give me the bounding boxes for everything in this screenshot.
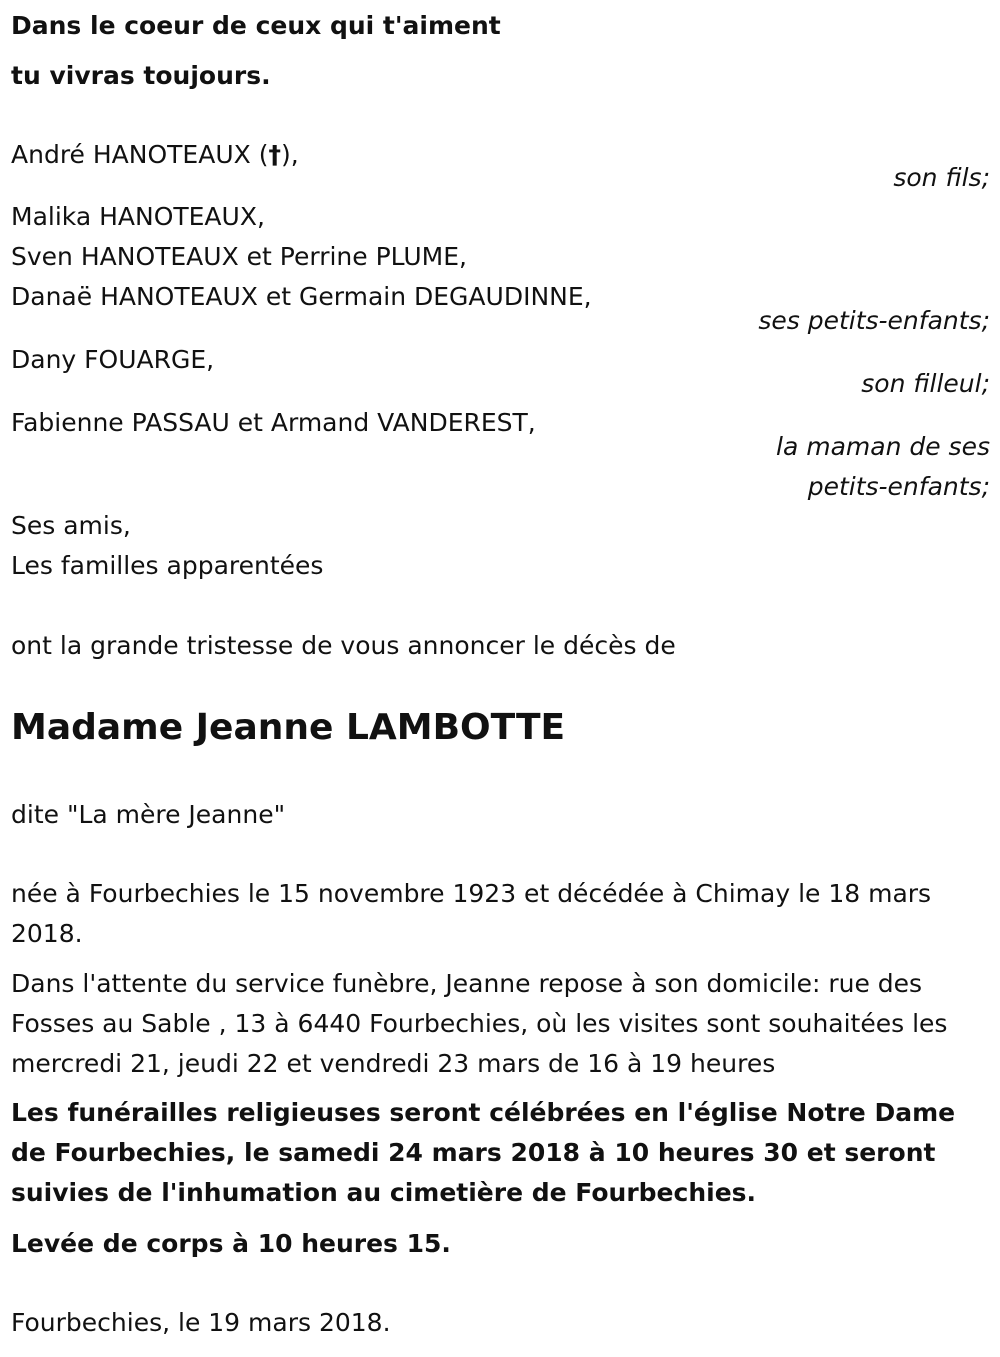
son-name-text: André HANOTEAUX ( xyxy=(11,140,269,169)
announcement-text: ont la grande tristesse de vous annoncer le décès de xyxy=(11,631,676,660)
birth-death-paragraph: née à Fourbechies le 15 novembre 1923 et décédée à Chimay le 18 mars 2018. xyxy=(11,879,932,948)
son-name xyxy=(11,135,299,175)
visitation-paragraph: Dans l'attente du service funèbre, Jeanne repose à son domicile: rue des Fosses au Sable , 13 à 6440 Fourbechies, où les visites sont souhaitées les mercredi 21, jeudi 22 et vendredi 23 mars de 16 à 19 heures xyxy=(11,969,948,1078)
grandchild-1: Malika HANOTEAUX, xyxy=(11,202,265,231)
mother-role-line-2: petits-enfants; xyxy=(807,472,990,501)
friends-line: Ses amis, xyxy=(11,511,131,540)
grandchild-3: Danaë HANOTEAUX et Germain DEGAUDINNE, xyxy=(11,282,592,311)
mother-role-line-1: la maman de ses xyxy=(776,432,990,461)
funeral-paragraph: Les funérailles religieuses seront célébrées en l'église Notre Dame de Fourbechies, le samedi 24 mars 2018 à 10 heures 30 et seront suivies de l'inhumation au cimetière de Fourbechies. xyxy=(11,1098,956,1207)
deceased-nickname: dite "La mère Jeanne" xyxy=(11,800,286,829)
cross-icon: † xyxy=(268,140,281,169)
godson-name: Dany FOUARGE, xyxy=(11,345,215,374)
families-line: Les familles apparentées xyxy=(11,551,324,580)
godson-role: son filleul; xyxy=(861,369,990,398)
mother-of-grandchildren-name: Fabienne PASSAU et Armand VANDEREST, xyxy=(11,408,536,437)
grandchild-2: Sven HANOTEAUX et Perrine PLUME, xyxy=(11,242,467,271)
grandchildren-role: ses petits-enfants; xyxy=(758,306,990,335)
levee-line: Levée de corps à 10 heures 15. xyxy=(11,1229,451,1258)
deceased-name: Madame Jeanne LAMBOTTE xyxy=(11,707,566,748)
place-date-line: Fourbechies, le 19 mars 2018. xyxy=(11,1308,391,1337)
epigraph-line-1: Dans le coeur de ceux qui t'aiment xyxy=(11,11,501,40)
son-role: son fils; xyxy=(893,163,990,192)
son-name-suffix: ), xyxy=(280,140,299,169)
epigraph-line-2: tu vivras toujours. xyxy=(11,61,271,90)
